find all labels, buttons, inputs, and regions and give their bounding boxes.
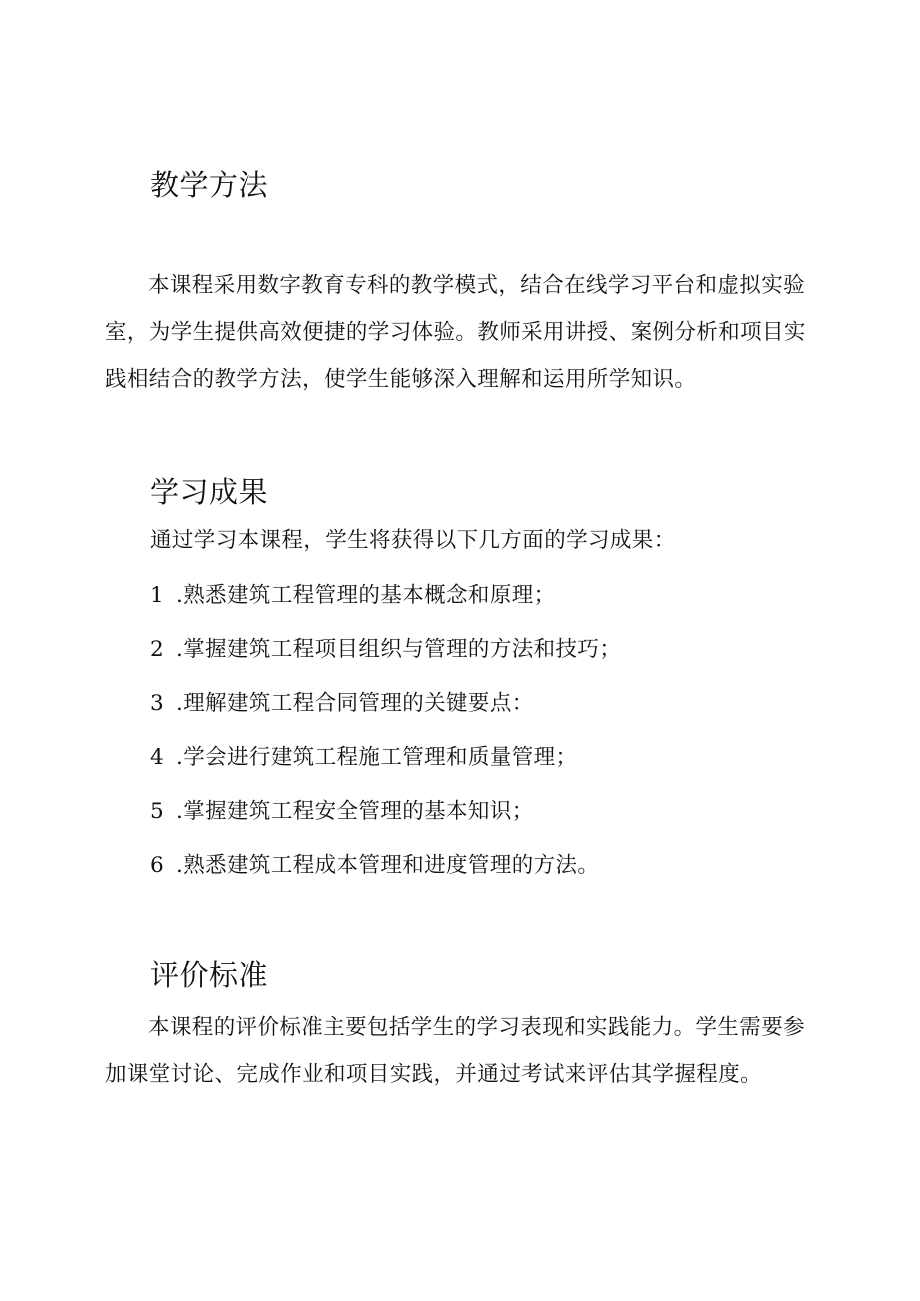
- outcome-item-number: 3: [150, 691, 165, 716]
- outcome-item: [150, 689, 534, 719]
- section-heading-evaluation-criteria: 评价标准: [150, 958, 269, 992]
- section-heading-learning-outcomes: 学习成果: [150, 475, 269, 509]
- outcome-item: [150, 581, 556, 611]
- outcome-item: [150, 635, 621, 665]
- outcome-item-text: .熟悉建筑工程管理的基本概念和原理；: [176, 583, 556, 608]
- outcome-item-number: 4: [150, 745, 165, 770]
- outcome-item-text: .掌握建筑工程项目组织与管理的方法和技巧；: [176, 637, 622, 662]
- outcome-item: [150, 797, 534, 827]
- outcome-item-number: 5: [150, 799, 165, 824]
- outcome-item: [150, 743, 577, 773]
- outcome-item-text: .理解建筑工程合同管理的关键要点：: [176, 691, 534, 716]
- outcome-item-number: 2: [150, 637, 165, 662]
- outcome-item-number: 1: [150, 583, 165, 608]
- outcome-item-text: .掌握建筑工程安全管理的基本知识；: [176, 799, 534, 824]
- outcome-item-number: 6: [150, 853, 165, 878]
- outcome-item-text: .熟悉建筑工程成本管理和进度管理的方法。: [176, 853, 600, 878]
- outcome-item-text: .学会进行建筑工程施工管理和质量管理；: [176, 745, 578, 770]
- learning-outcomes-intro: 通过学习本课程，学生将获得以下几方面的学习成果：: [150, 528, 676, 553]
- section-heading-teaching-methods: 教学方法: [150, 168, 269, 202]
- evaluation-criteria-paragraph: 本课程的评价标准主要包括学生的学习表现和实践能力。学生需要参加课堂讨论、完成作业和项目实践，并通过考试来评估其学握程度。: [105, 1015, 806, 1087]
- outcome-item: [150, 851, 599, 881]
- teaching-methods-paragraph: 本课程采用数字教育专科的教学模式，结合在线学习平台和虚拟实验室，为学生提供高效便捷的学习体验。教师采用讲授、案例分析和项目实践相结合的教学方法，使学生能够深入理解和运用所学知识。: [105, 273, 806, 392]
